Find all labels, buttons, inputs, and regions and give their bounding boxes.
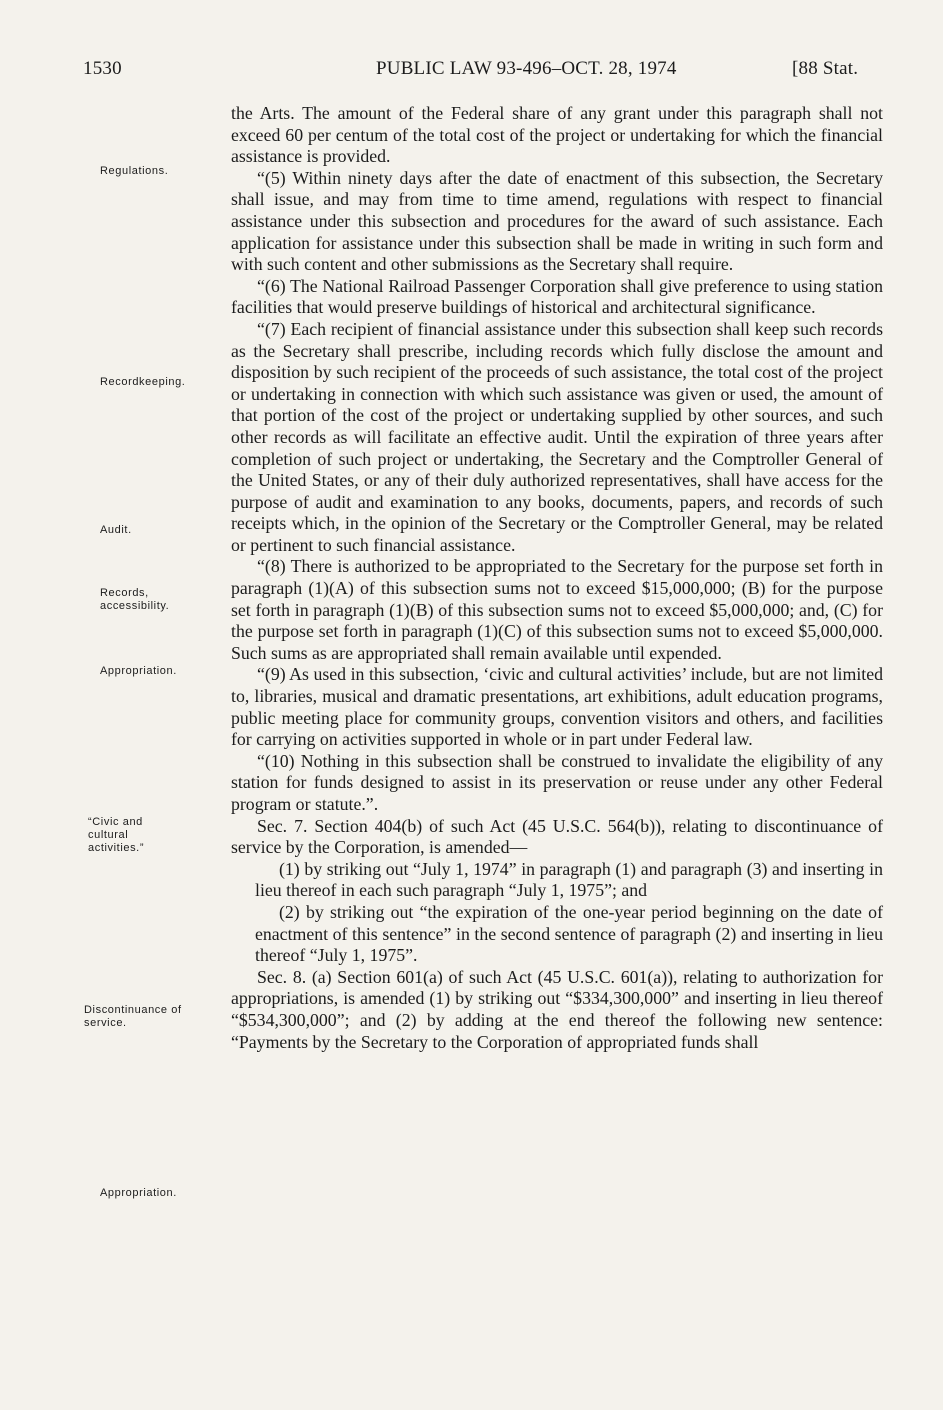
paragraph: “(6) The National Railroad Passenger Corporation shall give preference to using station facilities that would preserve buildings of historical and architectural significance. [231,275,883,318]
paragraph: “(9) As used in this subsection, ‘civic and cultural activities’ include, but are not limited to, libraries, musical and dramatic presentations, art exhibitions, adult education programs, public meeting place for community groups, convention visitors and others, and facilities for carrying on activities supported in whole or in part under Federal law. [231,664,883,750]
body-text [231,103,883,1053]
margin-note-civic-cultural: “Civic and cultural activities.” [88,816,145,854]
margin-note-appropriation-2: Appropriation. [100,1187,177,1199]
page-number: 1530 [83,58,122,79]
margin-note-records-accessibility: Records, accessibility. [100,587,170,612]
paragraph: the Arts. The amount of the Federal share of any grant under this paragraph shall not exceed 60 per centum of the total cost of the project or undertaking for which the financial assistance is provided. [231,103,883,167]
paragraph: “(10) Nothing in this subsection shall be construed to invalidate the eligibility of any station for funds designed to assist in its preservation or reuse under any other Federal program or statute.”. [231,750,883,814]
margin-note-regulations: Regulations. [100,165,169,177]
paragraph: “(7) Each recipient of financial assistance under this subsection shall keep such records as the Secretary shall prescribe, including records which fully disclose the amount and disposition by such recipient of the proceeds of such assistance, the total cost of the project or undertaking in connection with which such assistance was given or used, the amount of that portion of the cost of the project or undertaking supplied by other sources, and such other records as will facilitate an effective audit. Until the expiration of three years after completion of such project or undertaking, the Secretary and the Comptroller General of the United States, or any of their duly authorized representatives, shall have access for the purpose of audit and examination to any books, documents, papers, and records of such receipts which, in the opinion of the Secretary or the Comptroller General, may be related or pertinent to such financial assistance. [231,318,883,555]
paragraph: Sec. 7. Section 404(b) of such Act (45 U.S.C. 564(b)), relating to discontinuance of service by the Corporation, is amended— [231,815,883,858]
margin-note-recordkeeping: Recordkeeping. [100,376,186,388]
paragraph: (1) by striking out “July 1, 1974” in paragraph (1) and paragraph (3) and inserting in lieu thereof in each such paragraph “July 1, 1975”; and [255,858,883,901]
paragraph: Sec. 8. (a) Section 601(a) of such Act (45 U.S.C. 601(a)), relating to authorization for appropriations, is amended (1) by striking out “$334,300,000” and inserting in lieu thereof “$534,300,000”; and (2) by adding at the end thereof the following new sentence: “Payments by the Secretary to the Corporation of appropriated funds shall [231,966,883,1052]
margin-note-audit: Audit. [100,524,132,536]
running-title: PUBLIC LAW 93-496–OCT. 28, 1974 [376,58,677,79]
margin-note-appropriation: Appropriation. [100,665,177,677]
paragraph: (2) by striking out “the expiration of the one-year period beginning on the date of enactment of this sentence” in the second sentence of paragraph (2) and inserting in lieu thereof “July 1, 1975”. [255,901,883,966]
paragraph: “(8) There is authorized to be appropriated to the Secretary for the purpose set forth in paragraph (1)(A) of this subsection sums not to exceed $15,000,000; (B) for the purpose set forth in paragraph (1)(B) of this subsection sums not to exceed $5,000,000; and, (C) for the purpose set forth in paragraph (1)(C) of this subsection sums not to exceed $5,000,000. Such sums as are appropriated shall remain available until expended. [231,556,883,663]
statute-reference: [88 Stat. [792,58,859,79]
paragraph: “(5) Within ninety days after the date of enactment of this subsection, the Secretary shall issue, and may from time to time amend, regulations with respect to financial assistance under this subsection and procedures for the award of such assistance. Each application for assistance under this subsection shall be made in writing in such form and with such content and other submissions as the Secretary shall require. [231,167,883,275]
margin-note-discontinuance: Discontinuance of service. [84,1004,182,1029]
